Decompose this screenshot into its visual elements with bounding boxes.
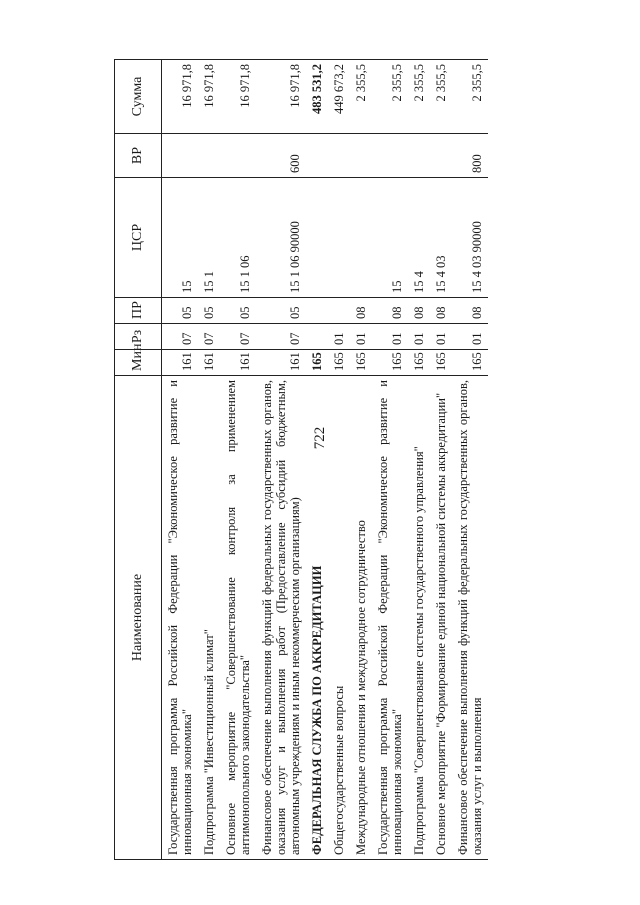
cell-vr: 800 <box>452 134 488 178</box>
cell-sum: 449 673,2 <box>328 60 350 134</box>
cell-pr <box>328 298 350 324</box>
cell-name: Основное мероприятие "Совершенствование контроля за применением антимонопольного законодательства" <box>220 376 256 860</box>
cell-sum: 2 355,5 <box>452 60 488 134</box>
cell-rz: 07 <box>198 324 220 350</box>
cell-vr <box>220 134 256 178</box>
cell-sum: 483 531,2 <box>306 60 328 134</box>
header-rz: Рз <box>115 324 162 350</box>
cell-pr: 05 <box>220 298 256 324</box>
cell-min: 161 <box>162 350 199 376</box>
cell-sum: 2 355,5 <box>372 60 408 134</box>
table-row <box>328 60 350 860</box>
cell-sum: 16 971,8 <box>256 60 306 134</box>
cell-csr <box>306 178 328 298</box>
cell-name: Финансовое обеспечение выполнения функций федеральных государственных органов, оказания услуг и выполнения <box>452 376 488 860</box>
cell-min: 161 <box>198 350 220 376</box>
cell-csr: 15 1 06 <box>220 178 256 298</box>
table-row <box>452 60 488 860</box>
table-header <box>115 60 162 860</box>
table-row <box>256 60 306 860</box>
budget-table-container <box>114 60 598 860</box>
table-row <box>430 60 452 860</box>
header-sum: Сумма <box>115 60 162 134</box>
cell-min: 165 <box>328 350 350 376</box>
cell-vr <box>350 134 372 178</box>
cell-min: 165 <box>306 350 328 376</box>
header-pr: ПР <box>115 298 162 324</box>
cell-sum: 16 971,8 <box>198 60 220 134</box>
page-number: 722 <box>312 426 328 450</box>
cell-csr: 15 4 03 90000 <box>452 178 488 298</box>
cell-min: 161 <box>256 350 306 376</box>
cell-pr: 08 <box>452 298 488 324</box>
cell-name: Финансовое обеспечение выполнения функций федеральных государственных органов, оказания услуг и выполнения работ (Предоставление субсидий бюджетным, автономным учреждениям и иным некоммерческим организациям) <box>256 376 306 860</box>
cell-pr: 08 <box>372 298 408 324</box>
cell-pr: 05 <box>162 298 199 324</box>
cell-name: Подпрограмма "Инвестиционный климат" <box>198 376 220 860</box>
table-row <box>162 60 199 860</box>
cell-sum: 16 971,8 <box>220 60 256 134</box>
cell-pr: 08 <box>350 298 372 324</box>
cell-vr <box>408 134 430 178</box>
cell-rz: 01 <box>372 324 408 350</box>
cell-rz: 01 <box>430 324 452 350</box>
table-row <box>220 60 256 860</box>
cell-csr: 15 <box>372 178 408 298</box>
cell-csr <box>328 178 350 298</box>
cell-csr: 15 1 <box>198 178 220 298</box>
cell-rz: 07 <box>162 324 199 350</box>
cell-rz: 01 <box>408 324 430 350</box>
cell-sum: 2 355,5 <box>430 60 452 134</box>
cell-sum: 2 355,5 <box>350 60 372 134</box>
cell-rz: 01 <box>328 324 350 350</box>
cell-csr <box>350 178 372 298</box>
cell-pr: 08 <box>430 298 452 324</box>
header-csr: ЦСР <box>115 178 162 298</box>
cell-csr: 15 1 06 90000 <box>256 178 306 298</box>
cell-pr <box>306 298 328 324</box>
cell-rz: 07 <box>256 324 306 350</box>
cell-name: Государственная программа Российской Федерации "Экономическое развитие и инновационная экономика" <box>372 376 408 860</box>
cell-vr <box>162 134 199 178</box>
cell-csr: 15 4 03 <box>430 178 452 298</box>
cell-vr <box>328 134 350 178</box>
cell-sum: 16 971,8 <box>162 60 199 134</box>
table-row <box>306 60 328 860</box>
header-vr: ВР <box>115 134 162 178</box>
cell-name: Подпрограмма "Совершенствование системы государственного управления" <box>408 376 430 860</box>
cell-vr <box>306 134 328 178</box>
table-row <box>350 60 372 860</box>
cell-min: 165 <box>430 350 452 376</box>
table-row <box>198 60 220 860</box>
table-row <box>408 60 430 860</box>
cell-csr: 15 4 <box>408 178 430 298</box>
cell-vr <box>372 134 408 178</box>
cell-vr <box>430 134 452 178</box>
table-body <box>162 60 489 860</box>
cell-sum: 2 355,5 <box>408 60 430 134</box>
cell-min: 165 <box>408 350 430 376</box>
cell-rz: 07 <box>220 324 256 350</box>
cell-name: Общегосударственные вопросы <box>328 376 350 860</box>
cell-csr: 15 <box>162 178 199 298</box>
cell-rz <box>306 324 328 350</box>
cell-name: ФЕДЕРАЛЬНАЯ СЛУЖБА ПО АККРЕДИТАЦИИ <box>306 376 328 860</box>
cell-pr: 08 <box>408 298 430 324</box>
cell-pr: 05 <box>256 298 306 324</box>
cell-min: 165 <box>372 350 408 376</box>
cell-min: 165 <box>452 350 488 376</box>
cell-vr <box>198 134 220 178</box>
budget-table <box>114 59 488 860</box>
cell-rz: 01 <box>452 324 488 350</box>
cell-rz: 01 <box>350 324 372 350</box>
cell-vr: 600 <box>256 134 306 178</box>
cell-min: 161 <box>220 350 256 376</box>
cell-name: Международные отношения и международное сотрудничество <box>350 376 372 860</box>
cell-name: Государственная программа Российской Федерации "Экономическое развитие и инновационная экономика" <box>162 376 199 860</box>
cell-name: Основное мероприятие "Формирование единой национальной системы аккредитации" <box>430 376 452 860</box>
table-row <box>372 60 408 860</box>
cell-pr: 05 <box>198 298 220 324</box>
header-name: Наименование <box>115 376 162 860</box>
header-min: Мин <box>115 350 162 376</box>
cell-min: 165 <box>350 350 372 376</box>
